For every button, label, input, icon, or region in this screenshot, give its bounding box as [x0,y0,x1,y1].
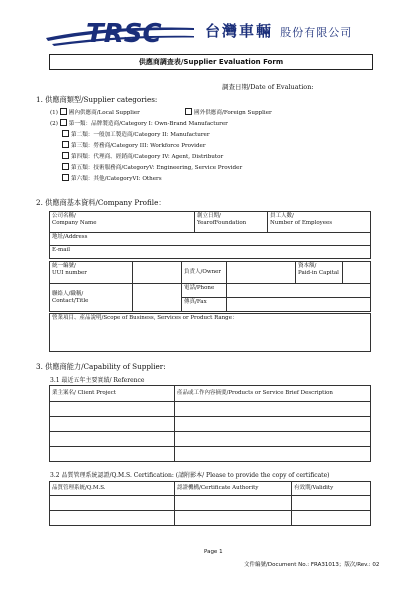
section3-1-title: 3.1 最近五年主要實績/ Reference [50,377,145,384]
document-number: 文件編號/Document No.: FRA31013；版次/Rev.: 02 [244,562,380,568]
company-contact-table [49,261,371,312]
founded-cell[interactable]: 創立日期/ YearofFoundation [195,212,268,233]
logo-text: TRSC [86,19,162,49]
opt-cat4: 第四類：代理商、經銷商/Category IV: Agent, Distributor [62,152,223,160]
checkbox[interactable] [62,141,69,148]
checkbox[interactable] [62,163,69,170]
scope-table [49,313,371,352]
email-cell[interactable]: E-mail [50,246,371,259]
table-row[interactable] [50,496,175,511]
company-suffix: 股份有限公司 [280,26,353,39]
opt-cat6: 第六類：其他/CategoryVI: Others [62,174,162,182]
checkbox[interactable] [62,130,69,137]
table-row[interactable] [50,447,175,462]
reference-table [49,385,371,462]
opt-foreign: 國外供應商/Foreign Supplier [185,108,272,116]
capital-cell[interactable]: 資本額/ Paid-in Capital [296,262,343,284]
validity-header: 有效期/Validity [292,482,371,496]
opt-cat3: 第三類：勞務商/Category III: Workforce Provider [62,141,206,149]
form-title: 供應商調查表/Supplier Evaluation Form [49,54,373,70]
opt-cat2: 第二類：一般加工製造商/Category II: Manufacturer [62,130,210,138]
qms-header: 品質管理系統/Q.M.S. [50,482,175,496]
checkbox[interactable] [60,119,67,126]
company-name-cell[interactable]: 公司名稱/ Company Name [50,212,195,233]
uni-number-cell[interactable]: 統一編號/ UUI number [50,262,133,284]
company-profile-table [49,211,371,259]
scope-cell[interactable]: 營業項目、產品說明/Scope of Business, Services or Product Range： [50,314,371,352]
authority-header: 認證機構/Certificate Authority [175,482,292,496]
checkbox[interactable] [185,108,192,115]
qms-table [49,481,371,526]
brief-description-header: 產品或工作內容摘要/Products or Service Brief Description [175,386,371,402]
section1-title: 1. 供應商類型/Supplier categories: [36,95,158,104]
table-row[interactable] [50,417,175,432]
table-row[interactable] [50,402,175,417]
owner-cell[interactable]: 負責人/Owner [182,262,227,284]
checkbox[interactable] [60,108,67,115]
checkbox[interactable] [62,152,69,159]
table-row[interactable] [50,511,175,526]
client-project-header: 業主案名/ Client Project [50,386,175,402]
contact-cell[interactable]: 聯絡人/職稱/ Contact/Title [50,284,133,312]
employees-cell[interactable]: 員工人數/ Number of Employees [268,212,371,233]
phone-cell[interactable]: 電話/Phone [182,284,227,298]
company-name: 台灣車輛 股份有限公司 [205,22,353,40]
checkbox[interactable] [62,174,69,181]
fax-cell[interactable]: 傳真/Fax [182,298,227,312]
opt-local: (1) 國內供應商/Local Supplier [50,110,140,116]
evaluation-date-label: 調查日期/Date of Evaluation: [222,83,314,91]
section3-2-title: 3.2 品質管理系統認證/Q.M.S. Certification: (請附影本/ Please to provide the copy of certificate) [50,472,330,479]
opt-cat5: 第五類：技術服務商/CategoryV: Engineering, Service Provider [62,163,242,171]
opt-cat1: (2) 第一類：品牌製造商/Category I: Own-Brand Manufacturer [50,121,228,127]
section3-title: 3. 供應商能力/Capability of Supplier: [36,362,166,371]
table-row[interactable] [50,432,175,447]
section2-title: 2. 供應商基本資料/Company Profile： [36,198,166,207]
address-cell[interactable]: 地址/Address [50,233,371,246]
page-number: Page 1 [204,549,223,555]
